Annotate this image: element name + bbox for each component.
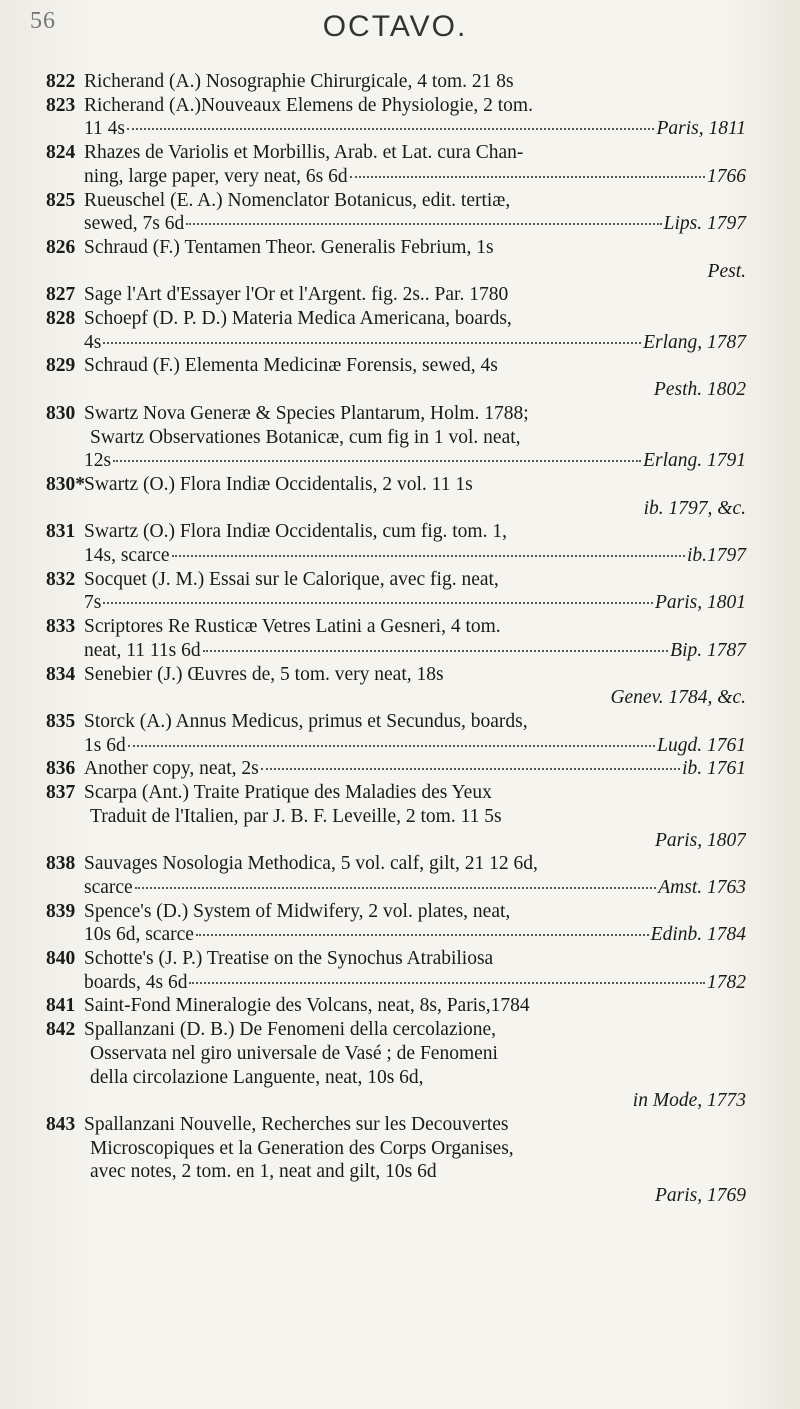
entry-imprint: Amst. 1763 [658, 876, 746, 898]
catalogue-entry [46, 1113, 746, 1208]
dot-leader [189, 982, 705, 984]
entry-line: Swartz (O.) Flora Indiæ Occidentalis, 2 vol. 11 1s [84, 473, 473, 495]
lot-number: 824 [46, 142, 76, 164]
catalogue-entry [46, 757, 746, 781]
entry-imprint: Paris, 1811 [656, 118, 746, 140]
entry-price: 1s 6d [84, 734, 126, 756]
entry-imprint-row [84, 449, 746, 473]
lot-number: 826 [46, 236, 76, 258]
entry-line: Rhazes de Variolis et Morbillis, Arab. et Lat. cura Chan- [84, 142, 524, 164]
entry-price: 10s 6d, scarce [84, 924, 194, 946]
lot-number: 831 [46, 521, 76, 543]
entry-line: Senebier (J.) Œuvres de, 5 tom. very neat, 18s [84, 663, 444, 685]
catalogue-list [46, 70, 746, 1208]
lot-number: 822 [46, 71, 76, 92]
entry-imprint: Lips. 1797 [663, 213, 746, 235]
catalogue-entry [46, 994, 746, 1018]
catalogue-entry [46, 236, 746, 283]
lot-number: 830 [46, 402, 76, 424]
entry-line: Socquet (J. M.) Essai sur le Calorique, avec fig. neat, [84, 568, 499, 590]
entry-price: 11 4s [84, 118, 125, 140]
catalogue-entry [46, 307, 746, 354]
entry-line: Saint-Fond Mineralogie des Volcans, neat, 8s, Paris,1784 [84, 995, 530, 1017]
entry-imprint-row [84, 331, 746, 355]
dot-leader [172, 555, 685, 557]
entry-price: 7s [84, 592, 102, 614]
entry-price: sewed, 7s 6d [84, 213, 185, 235]
entry-imprint-row [84, 639, 746, 663]
entry-imprint-row [84, 876, 746, 900]
entry-line: Spence's (D.) System of Midwifery, 2 vol. plates, neat, [84, 900, 511, 922]
lot-number: 825 [46, 189, 76, 211]
catalogue-entry [46, 283, 746, 307]
entry-line: della circolazione Languente, neat, 10s 6d, [90, 1066, 424, 1088]
entry-price: 12s [84, 450, 112, 472]
entry-line: Richerand (A.)Nouveaux Elemens de Physiologie, 2 tom. [84, 94, 533, 116]
entry-line: Swartz (O.) Flora Indiæ Occidentalis, cum fig. tom. 1, [84, 521, 507, 543]
entry-imprint-row [84, 117, 746, 141]
entry-line: Swartz Nova Generæ & Species Plantarum, Holm. 1788; [84, 402, 529, 424]
dot-leader [203, 650, 669, 652]
catalogue-entry [46, 1018, 746, 1113]
entry-imprint-row [84, 757, 746, 781]
entry-imprint: Edinb. 1784 [650, 924, 746, 946]
entry-price: boards, 4s 6d [84, 971, 188, 993]
entry-line: Osservata nel giro universale de Vasé ; de Fenomeni [90, 1042, 498, 1064]
entry-imprint: Genev. 1784, &c. [610, 687, 746, 709]
entry-imprint: 1782 [707, 971, 746, 993]
entry-imprint: Paris, 1807 [654, 829, 746, 851]
entry-imprint: Paris, 1801 [654, 592, 746, 614]
catalogue-entry [46, 141, 746, 188]
dot-leader [186, 223, 661, 225]
dot-leader [103, 342, 641, 344]
catalogue-entry [46, 947, 746, 994]
catalogue-entry [46, 70, 746, 94]
lot-number: 833 [46, 616, 76, 638]
lot-number: 832 [46, 568, 76, 590]
dot-leader [196, 934, 649, 936]
entry-imprint-row [84, 544, 746, 568]
entry-line: Scriptores Re Rusticæ Vetres Latini a Gesneri, 4 tom. [84, 616, 501, 638]
entry-line: Spallanzani Nouvelle, Recherches sur les Decouvertes [84, 1113, 509, 1135]
dot-leader [127, 128, 654, 130]
entry-imprint: ib. 1761 [682, 758, 746, 780]
lot-number: 836 [46, 758, 76, 780]
entry-line: Rueuschel (E. A.) Nomenclator Botanicus, edit. tertiæ, [84, 189, 511, 211]
catalogue-entry [46, 568, 746, 615]
catalogue-entry [46, 900, 746, 947]
entry-line: Sauvages Nosologia Methodica, 5 vol. calf, gilt, 21 12 6d, [84, 853, 538, 875]
running-head: OCTAVO. [322, 10, 468, 43]
entry-imprint: Bip. 1787 [670, 639, 746, 661]
entry-line: Scarpa (Ant.) Traite Pratique des Maladies des Yeux [84, 782, 492, 804]
entry-price: neat, 11 11s 6d [84, 639, 201, 661]
lot-number: 829 [46, 355, 76, 377]
catalogue-entry [46, 189, 746, 236]
entry-line: Traduit de l'Italien, par J. B. F. Leveille, 2 tom. 11 5s [90, 805, 502, 827]
catalogue-entry [46, 710, 746, 757]
entry-price: 4s [84, 331, 102, 353]
entry-price: scarce [84, 876, 133, 898]
lot-number: 834 [46, 663, 76, 685]
entry-line: Schraud (F.) Tentamen Theor. Generalis Febrium, 1s [84, 236, 494, 258]
entry-imprint: Pesth. 1802 [653, 379, 746, 401]
entry-imprint-row [84, 734, 746, 758]
lot-number: 837 [46, 782, 76, 804]
lot-number: 823 [46, 94, 76, 116]
entry-imprint-row [84, 971, 746, 995]
lot-number: 835 [46, 710, 76, 732]
entry-line: Schoepf (D. P. D.) Materia Medica Americana, boards, [84, 308, 512, 330]
catalogue-entry [46, 402, 746, 473]
entry-line: Storck (A.) Annus Medicus, primus et Secundus, boards, [84, 710, 528, 732]
entry-line: Spallanzani (D. B.) De Fenomeni della cercolazione, [84, 1019, 497, 1041]
entry-imprint: Erlang. 1791 [643, 450, 746, 472]
dot-leader [261, 768, 680, 770]
entry-price: ning, large paper, very neat, 6s 6d [84, 165, 348, 187]
entry-imprint: Pest. [707, 260, 746, 282]
lot-number: 828 [46, 308, 76, 330]
lot-number: 841 [46, 995, 76, 1017]
entry-imprint: 1766 [707, 165, 746, 187]
catalogue-entry [46, 852, 746, 899]
entry-imprint: ib. 1797, &c. [643, 497, 746, 519]
entry-imprint-row [84, 212, 746, 236]
catalogue-entry [46, 663, 746, 710]
dot-leader [135, 887, 657, 889]
page-number: 56 [30, 8, 56, 34]
dot-leader [350, 176, 705, 178]
entry-imprint-row [84, 591, 746, 615]
catalogue-entry [46, 781, 746, 852]
lot-number: 838 [46, 853, 76, 875]
entry-imprint: ib.1797 [686, 545, 746, 567]
entry-imprint: in Mode, 1773 [632, 1090, 746, 1112]
catalogue-entry [46, 473, 746, 520]
catalogue-entry [46, 615, 746, 662]
entry-imprint: Erlang, 1787 [643, 331, 746, 353]
entry-imprint: Lugd. 1761 [657, 734, 746, 756]
entry-imprint-row [84, 923, 746, 947]
dot-leader [113, 460, 641, 462]
entry-line: Richerand (A.) Nosographie Chirurgicale, 4 tom. 21 8s [84, 71, 514, 92]
catalogue-entry [46, 94, 746, 141]
entry-price: Another copy, neat, 2s [84, 758, 259, 780]
lot-number: 842 [46, 1019, 76, 1041]
entry-line: Schraud (F.) Elementa Medicinæ Forensis, sewed, 4s [84, 355, 498, 377]
lot-number: 839 [46, 900, 76, 922]
entry-line: Swartz Observationes Botanicæ, cum fig in 1 vol. neat, [90, 426, 521, 448]
lot-number: 830* [46, 473, 85, 495]
lot-number: 840 [46, 948, 76, 970]
dot-leader [103, 602, 653, 604]
entry-line: Schotte's (J. P.) Treatise on the Synochus Atrabiliosa [84, 948, 494, 970]
lot-number: 843 [46, 1113, 76, 1135]
page-header [30, 6, 760, 50]
lot-number: 827 [46, 284, 76, 306]
entry-imprint: Paris, 1769 [654, 1185, 746, 1207]
dot-leader [128, 745, 655, 747]
catalogue-entry [46, 520, 746, 567]
entry-line: Microscopiques et la Generation des Corps Organises, [90, 1137, 514, 1159]
entry-line: Sage l'Art d'Essayer l'Or et l'Argent. fig. 2s.. Par. 1780 [84, 284, 509, 306]
entry-imprint-row [84, 165, 746, 189]
entry-line: avec notes, 2 tom. en 1, neat and gilt, 10s 6d [90, 1161, 437, 1183]
catalogue-entry [46, 354, 746, 401]
entry-price: 14s, scarce [84, 545, 170, 567]
